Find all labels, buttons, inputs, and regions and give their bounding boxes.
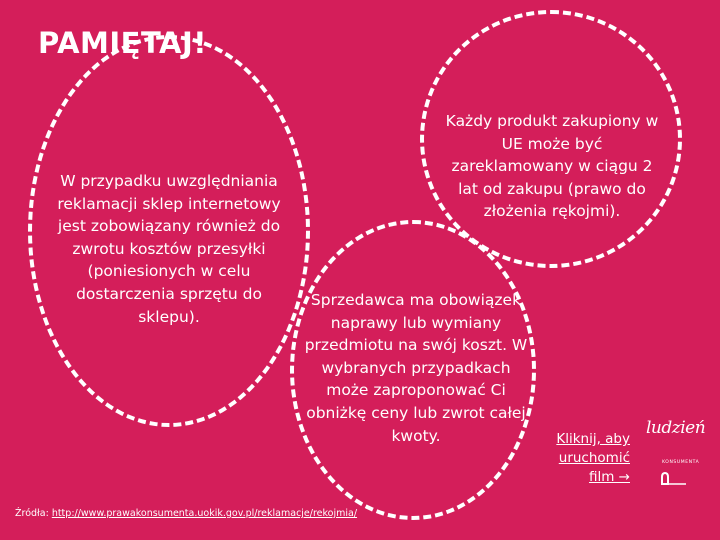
bubble-left-text: W przypadku uwzględniania reklamacji sklep internetowy jest zobowiązany również do zwrotu kosztów przesyłki (poniesionych w celu dostarczenia sprzętu do sklepu). <box>57 172 281 326</box>
bubble-right-text: Każdy produkt zakupiony w UE może być zareklamowany w ciągu 2 lat od zakupu (prawo do złożenia rękojmi). <box>445 112 659 221</box>
source-link[interactable]: http://www.prawakonsumenta.uokik.gov.pl/reklamacje/rekojmia/ <box>51 508 358 519</box>
bubble-middle-text: Sprzedawca ma obowiązek naprawy lub wymiany przedmiotu na swój koszt. W wybranych przypadkach może zaproponować Ci obniżkę ceny lub zwrot całej kwoty. <box>304 291 528 445</box>
brand-name: ludzień <box>646 418 706 438</box>
brand-hand-icon <box>658 470 688 486</box>
slide-title: PAMIĘTAJ! <box>38 26 207 60</box>
brand-logo <box>642 418 706 488</box>
source-label: Źródła: <box>15 508 49 519</box>
source-note <box>15 508 357 519</box>
brand-tagline: KONSUMENTA <box>662 460 700 465</box>
play-video-link[interactable]: Kliknij, aby uruchomić film → <box>556 431 630 485</box>
